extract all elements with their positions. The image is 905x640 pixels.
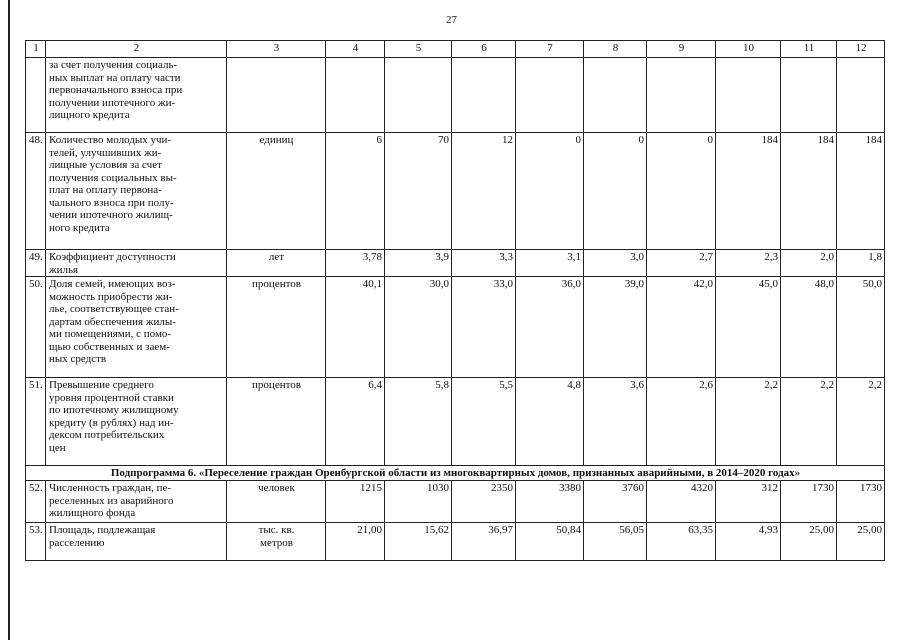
- value-cell: 3760: [584, 481, 647, 523]
- row-number-cell: 52.: [26, 481, 46, 523]
- row-number-cell: 48.: [26, 133, 46, 250]
- value-cell: 56,05: [584, 523, 647, 561]
- indicator-name-cell: Количество молодых учи- телей, улучшивших жи- лищные условия за счет получения социальных вы- плат на оплату первона- чального взноса при полу- чении ипотечного жилищ- ного кредита: [46, 133, 227, 250]
- value-cell: 4,93: [716, 523, 781, 561]
- column-header: 4: [326, 41, 385, 58]
- row-number-cell: 51.: [26, 378, 46, 466]
- indicator-name-cell: Превышение среднего уровня процентной ставки по ипотечному жилищному кредиту (в рублях) над ин- дексом потребительских цен: [46, 378, 227, 466]
- value-cell: [516, 58, 584, 133]
- table-row: [26, 378, 885, 466]
- value-cell: 45,0: [716, 277, 781, 378]
- unit-cell: лет: [227, 250, 326, 277]
- value-cell: 0: [516, 133, 584, 250]
- column-header: 2: [46, 41, 227, 58]
- row-number-cell: 53.: [26, 523, 46, 561]
- row-number-cell: 50.: [26, 277, 46, 378]
- indicator-name-cell: Площадь, подлежащая расселению: [46, 523, 227, 561]
- column-header: 1: [26, 41, 46, 58]
- value-cell: 184: [781, 133, 837, 250]
- column-header: 5: [385, 41, 452, 58]
- value-cell: 2,2: [837, 378, 885, 466]
- value-cell: 2,3: [716, 250, 781, 277]
- table-row: [26, 481, 885, 523]
- value-cell: 25,00: [781, 523, 837, 561]
- value-cell: 0: [647, 133, 716, 250]
- value-cell: 5,5: [452, 378, 516, 466]
- value-cell: 3,0: [584, 250, 647, 277]
- unit-cell: процентов: [227, 277, 326, 378]
- value-cell: 1,8: [837, 250, 885, 277]
- unit-cell: [227, 58, 326, 133]
- value-cell: 25,00: [837, 523, 885, 561]
- unit-cell: человек: [227, 481, 326, 523]
- value-cell: 2,0: [781, 250, 837, 277]
- value-cell: 2,6: [647, 378, 716, 466]
- page-binding-edge: [8, 0, 10, 640]
- value-cell: 1730: [781, 481, 837, 523]
- value-cell: 39,0: [584, 277, 647, 378]
- value-cell: [781, 58, 837, 133]
- value-cell: 70: [385, 133, 452, 250]
- value-cell: [326, 58, 385, 133]
- value-cell: 36,0: [516, 277, 584, 378]
- value-cell: 3,3: [452, 250, 516, 277]
- value-cell: [452, 58, 516, 133]
- indicator-name-cell: Коэффициент доступности жилья: [46, 250, 227, 277]
- value-cell: 1730: [837, 481, 885, 523]
- unit-cell: тыс. кв. метров: [227, 523, 326, 561]
- unit-cell: процентов: [227, 378, 326, 466]
- value-cell: [385, 58, 452, 133]
- value-cell: 63,35: [647, 523, 716, 561]
- value-cell: [647, 58, 716, 133]
- indicator-name-cell: за счет получения социаль- ных выплат на оплату части первоначального взноса при получении ипотечного жи- лищного кредита: [46, 58, 227, 133]
- value-cell: 4320: [647, 481, 716, 523]
- value-cell: 2,7: [647, 250, 716, 277]
- column-header: 10: [716, 41, 781, 58]
- table-row: [26, 58, 885, 133]
- column-header: 7: [516, 41, 584, 58]
- value-cell: 15,62: [385, 523, 452, 561]
- column-header: 3: [227, 41, 326, 58]
- value-cell: [837, 58, 885, 133]
- column-header: 12: [837, 41, 885, 58]
- value-cell: 3,6: [584, 378, 647, 466]
- value-cell: 36,97: [452, 523, 516, 561]
- column-header: 6: [452, 41, 516, 58]
- value-cell: 42,0: [647, 277, 716, 378]
- indicator-name-cell: Доля семей, имеющих воз- можность приобрести жи- лье, соответствующее стан- дартам обеспечения жилы- ми помещениями, с помо- щью собственных и заем- ных средств: [46, 277, 227, 378]
- value-cell: 2350: [452, 481, 516, 523]
- value-cell: 50,84: [516, 523, 584, 561]
- column-number-row: [26, 41, 885, 58]
- value-cell: 30,0: [385, 277, 452, 378]
- value-cell: 312: [716, 481, 781, 523]
- value-cell: 2,2: [781, 378, 837, 466]
- value-cell: 3,9: [385, 250, 452, 277]
- value-cell: 2,2: [716, 378, 781, 466]
- indicator-name-cell: Численность граждан, пе- реселенных из аварийного жилищного фонда: [46, 481, 227, 523]
- value-cell: 21,00: [326, 523, 385, 561]
- page-number: 27: [446, 14, 457, 26]
- value-cell: 40,1: [326, 277, 385, 378]
- column-header: 9: [647, 41, 716, 58]
- column-header: 8: [584, 41, 647, 58]
- value-cell: [584, 58, 647, 133]
- value-cell: 6,4: [326, 378, 385, 466]
- row-number-cell: [26, 58, 46, 133]
- value-cell: 3380: [516, 481, 584, 523]
- row-number-cell: 49.: [26, 250, 46, 277]
- value-cell: 1030: [385, 481, 452, 523]
- indicators-table: [25, 40, 885, 561]
- subprogram-row: [26, 466, 885, 481]
- column-header: 11: [781, 41, 837, 58]
- value-cell: 12: [452, 133, 516, 250]
- value-cell: 5,8: [385, 378, 452, 466]
- value-cell: 3,1: [516, 250, 584, 277]
- value-cell: 4,8: [516, 378, 584, 466]
- value-cell: 184: [716, 133, 781, 250]
- subprogram-title: Подпрограмма 6. «Переселение граждан Оренбургской области из многоквартирных домов, признанных аварийными, в 2014–2020 годах»: [26, 466, 885, 481]
- value-cell: 1215: [326, 481, 385, 523]
- value-cell: 0: [584, 133, 647, 250]
- table-row: [26, 250, 885, 277]
- value-cell: [716, 58, 781, 133]
- table-row: [26, 277, 885, 378]
- value-cell: 6: [326, 133, 385, 250]
- table-row: [26, 523, 885, 561]
- value-cell: 184: [837, 133, 885, 250]
- value-cell: 48,0: [781, 277, 837, 378]
- value-cell: 3,78: [326, 250, 385, 277]
- value-cell: 33,0: [452, 277, 516, 378]
- value-cell: 50,0: [837, 277, 885, 378]
- table-row: [26, 133, 885, 250]
- unit-cell: единиц: [227, 133, 326, 250]
